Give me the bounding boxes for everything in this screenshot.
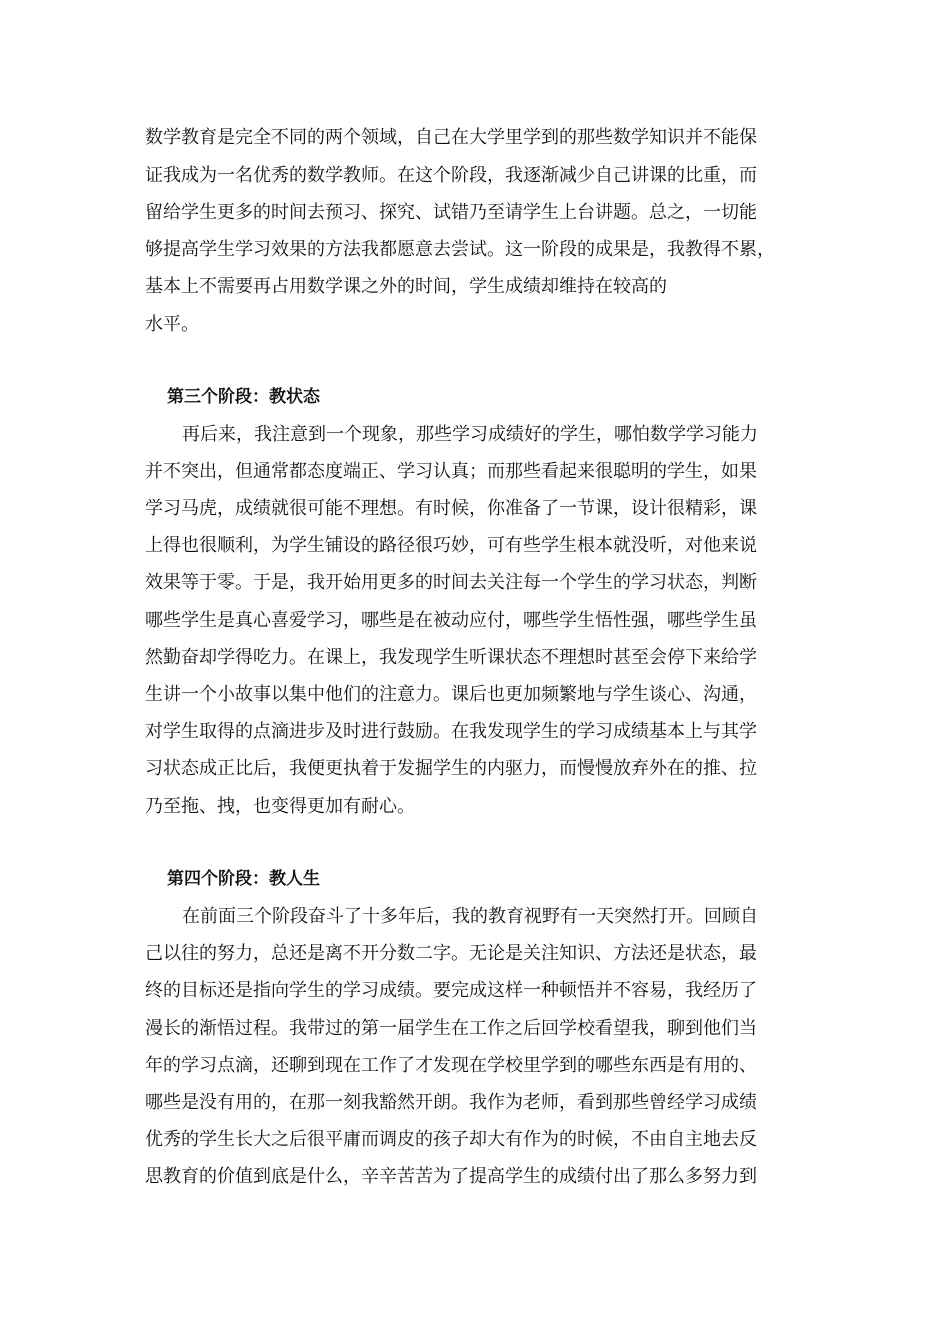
paragraph-line: 证我成为一名优秀的数学教师。在这个阶段，我逐渐减少自己讲课的比重，而 — [145, 165, 757, 186]
paragraph-line: 己以往的努力，总还是离不开分数二字。无论是关注知识、方法还是状态，最 — [145, 943, 757, 964]
paragraph-line: 习状态成正比后，我便更执着于发掘学生的内驱力，而慢慢放弃外在的推、拉 — [145, 758, 757, 779]
paragraph-line: 终的目标还是指向学生的学习成绩。要完成这样一种顿悟并不容易，我经历了 — [145, 980, 757, 1001]
paragraph-line: 学习马虎，成绩就很可能不理想。有时候，你准备了一节课，设计很精彩，课 — [145, 498, 757, 519]
paragraph-line: 基本上不需要再占用数学课之外的时间，学生成绩却维持在较高的 — [145, 276, 667, 297]
paragraph-line: 水平。 — [145, 314, 199, 335]
paragraph-line: 留给学生更多的时间去预习、探究、试错乃至请学生上台讲题。总之，一切能 — [145, 202, 757, 223]
paragraph-line: 上得也很顺利，为学生铺设的路径很巧妙，可有些学生根本就没听，对他来说 — [145, 535, 757, 556]
paragraph-line: 乃至拖、拽，也变得更加有耐心。 — [145, 796, 415, 817]
paragraph-line: 年的学习点滴，还聊到现在工作了才发现在学校里学到的哪些东西是有用的、 — [145, 1055, 757, 1076]
paragraph-line: 优秀的学生长大之后很平庸而调皮的孩子却大有作为的时候，不由自主地去反 — [145, 1129, 757, 1150]
paragraph-line: 哪些是没有用的，在那一刻我豁然开朗。我作为老师，看到那些曾经学习成绩 — [145, 1092, 757, 1113]
paragraph-line: 并不突出，但通常都态度端正、学习认真；而那些看起来很聪明的学生，如果 — [145, 461, 757, 482]
paragraph-line: 思教育的价值到底是什么，辛辛苦苦为了提高学生的成绩付出了那么多努力到 — [145, 1166, 757, 1187]
section-heading-stage3: 第三个阶段：教状态 — [167, 387, 320, 407]
paragraph-line: 漫长的渐悟过程。我带过的第一届学生在工作之后回学校看望我，聊到他们当 — [145, 1018, 757, 1039]
paragraph-line: 生讲一个小故事以集中他们的注意力。课后也更加频繁地与学生谈心、沟通， — [145, 684, 757, 705]
paragraph-line: 在前面三个阶段奋斗了十多年后，我的教育视野有一天突然打开。回顾自 — [182, 906, 758, 927]
paragraph-line: 再后来，我注意到一个现象，那些学习成绩好的学生，哪怕数学学习能力 — [182, 424, 758, 445]
paragraph-line: 对学生取得的点滴进步及时进行鼓励。在我发现学生的学习成绩基本上与其学 — [145, 721, 757, 742]
paragraph-line: 数学教育是完全不同的两个领域，自己在大学里学到的那些数学知识并不能保 — [145, 127, 757, 148]
paragraph-line: 够提高学生学习效果的方法我都愿意去尝试。这一阶段的成果是，我教得不累， — [145, 239, 775, 260]
section-heading-stage4: 第四个阶段：教人生 — [167, 869, 320, 889]
paragraph-line: 然勤奋却学得吃力。在课上，我发现学生听课状态不理想时甚至会停下来给学 — [145, 647, 757, 668]
paragraph-line: 哪些学生是真心喜爱学习，哪些是在被动应付，哪些学生悟性强，哪些学生虽 — [145, 610, 757, 631]
paragraph-line: 效果等于零。于是，我开始用更多的时间去关注每一个学生的学习状态，判断 — [145, 572, 757, 593]
